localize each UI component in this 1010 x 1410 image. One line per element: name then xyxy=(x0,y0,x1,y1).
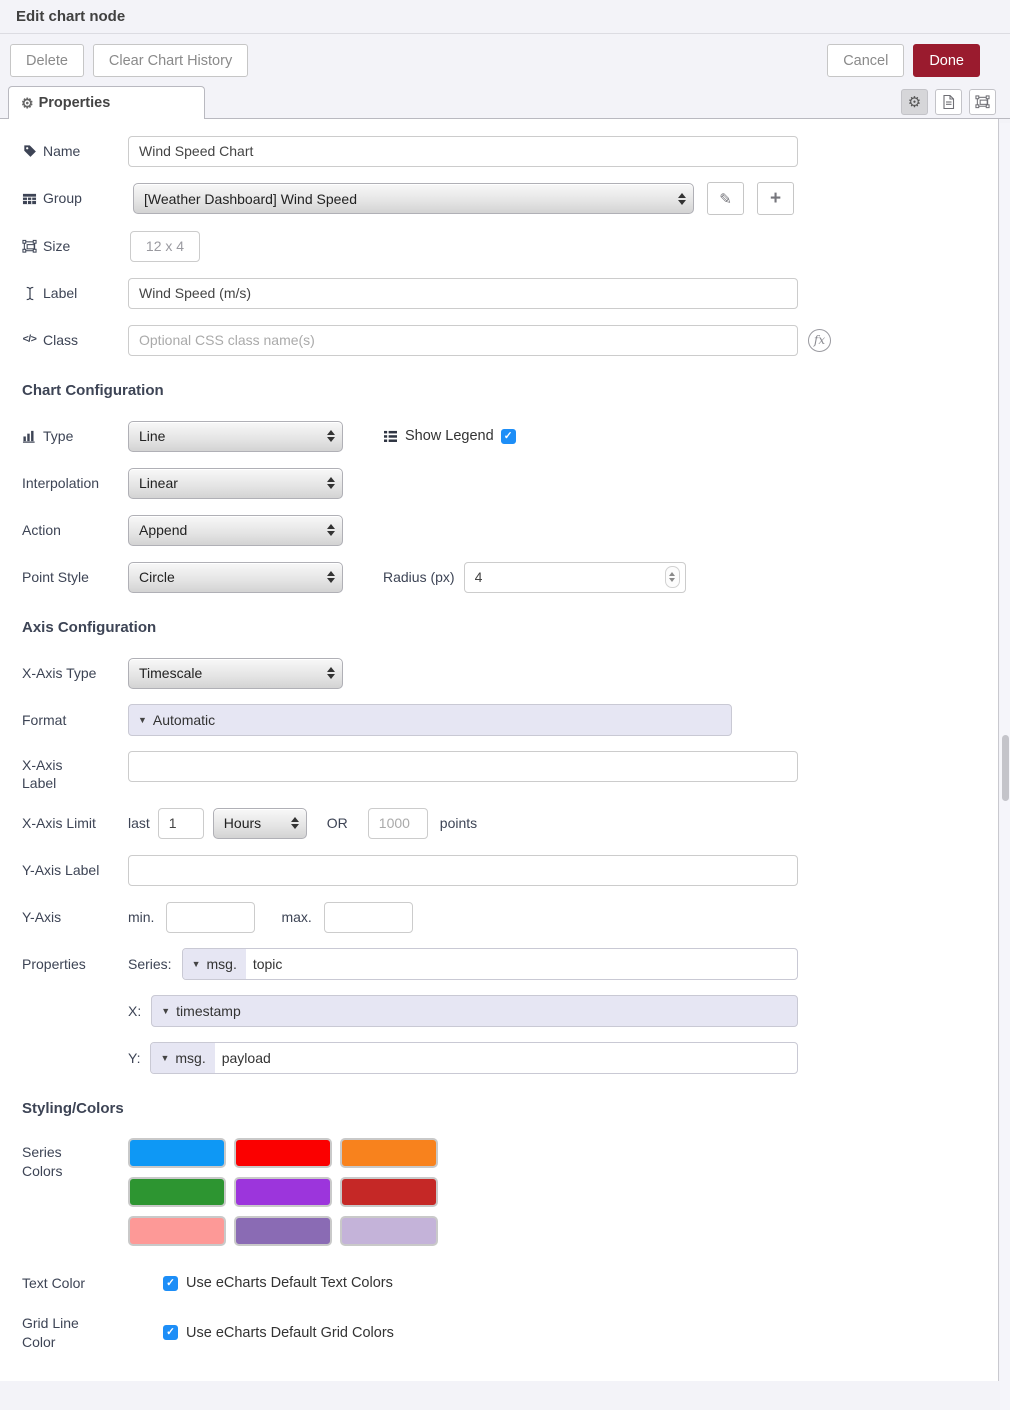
x-property-row xyxy=(22,995,998,1027)
interpolation-select-value: Linear xyxy=(139,475,178,491)
grid-line-color-row xyxy=(22,1314,998,1350)
y-property-label: Y: xyxy=(128,1050,141,1067)
y-axis-minmax-field-row xyxy=(22,901,998,933)
x-axis-limit-unit-value: Hours xyxy=(223,815,262,832)
x-axis-type-select-value: Timescale xyxy=(139,665,203,681)
series-color-swatch-7[interactable] xyxy=(128,1216,226,1246)
radius-input-wrap xyxy=(464,562,686,593)
gear-icon: ⚙ xyxy=(21,94,34,111)
table-icon xyxy=(22,191,37,206)
group-select-value: [Weather Dashboard] Wind Speed xyxy=(144,190,357,207)
series-property-row xyxy=(22,948,998,980)
x-axis-type-label: X-Axis Type xyxy=(22,664,97,681)
tab-properties-label: Properties xyxy=(38,95,111,111)
label-input[interactable] xyxy=(128,278,798,309)
y-axis-max-input[interactable] xyxy=(324,902,413,933)
name-label: Name xyxy=(43,142,81,159)
up-down-arrows-icon xyxy=(678,193,686,205)
x-axis-limit-last-input[interactable] xyxy=(158,808,204,839)
format-label: Format xyxy=(22,711,67,728)
points-label: points xyxy=(439,815,478,832)
format-typed-input[interactable] xyxy=(128,704,732,736)
group-select[interactable] xyxy=(133,183,694,214)
interpolation-field-row xyxy=(22,467,998,499)
caret-down-icon: ▼ xyxy=(160,1053,170,1064)
x-axis-limit-field-row xyxy=(22,807,998,839)
properties-label: Properties xyxy=(22,956,86,973)
document-icon xyxy=(941,95,956,110)
or-label: OR xyxy=(326,815,348,832)
series-color-swatch-9[interactable] xyxy=(340,1216,438,1246)
series-type-value: msg. xyxy=(206,956,237,973)
class-field-row xyxy=(22,324,998,356)
i-cursor-icon xyxy=(22,286,37,301)
text-color-checkbox-label: Use eCharts Default Text Colors xyxy=(186,1275,393,1292)
code-icon: </> xyxy=(22,333,37,346)
point-style-select-value: Circle xyxy=(139,569,175,585)
x-type-button[interactable] xyxy=(152,996,250,1026)
appearance-button[interactable] xyxy=(969,89,996,115)
tab-action-buttons xyxy=(901,89,996,115)
tab-properties[interactable] xyxy=(8,86,205,119)
up-down-arrows-icon xyxy=(291,817,299,829)
object-group-icon xyxy=(22,239,37,254)
action-select[interactable] xyxy=(128,515,343,546)
y-type-value: msg. xyxy=(175,1050,206,1067)
x-axis-limit-unit-select[interactable] xyxy=(213,808,307,839)
group-field-row xyxy=(22,182,998,215)
point-style-select[interactable] xyxy=(128,562,343,593)
type-label: Type xyxy=(43,427,74,444)
x-axis-label-field-row xyxy=(22,751,998,792)
y-axis-label-label: Y-Axis Label xyxy=(22,862,100,879)
x-axis-limit-points-input[interactable] xyxy=(368,808,428,839)
dialog-title: Edit chart node xyxy=(16,8,126,25)
series-type-button[interactable] xyxy=(183,949,246,979)
label-field-row xyxy=(22,277,998,309)
axis-configuration-heading: Axis Configuration xyxy=(22,619,157,636)
y-axis-label-input[interactable] xyxy=(128,855,798,886)
object-group-icon xyxy=(975,95,990,110)
text-color-default-checkbox[interactable] xyxy=(163,1276,178,1291)
type-select[interactable] xyxy=(128,421,343,452)
x-axis-label-label: X-Axis Label xyxy=(22,757,63,792)
caret-down-icon: ▼ xyxy=(161,1006,171,1017)
y-typed-input[interactable] xyxy=(150,1042,798,1074)
action-select-value: Append xyxy=(139,522,188,538)
scrollbar-thumb[interactable] xyxy=(1002,735,1009,801)
size-button[interactable]: 12 x 4 xyxy=(130,231,200,262)
show-legend-checkbox[interactable] xyxy=(501,429,516,444)
radius-label: Radius (px) xyxy=(383,569,455,585)
point-style-field-row xyxy=(22,561,998,593)
x-property-label: X: xyxy=(128,1003,142,1020)
series-color-swatch-4[interactable] xyxy=(128,1177,226,1207)
gear-icon: ⚙ xyxy=(907,94,922,111)
dialog-toolbar xyxy=(0,34,1010,86)
type-select-value: Line xyxy=(139,428,166,444)
radius-input[interactable] xyxy=(464,562,686,593)
series-value-input[interactable] xyxy=(246,949,797,979)
dialog-header xyxy=(0,0,1010,34)
tab-bar xyxy=(0,86,1010,119)
action-field-row xyxy=(22,514,998,546)
bar-chart-icon xyxy=(22,429,37,444)
x-axis-type-field-row xyxy=(22,657,998,689)
name-input[interactable] xyxy=(128,136,798,167)
format-field-row xyxy=(22,704,998,736)
up-down-arrows-icon xyxy=(327,667,335,679)
x-axis-label-input[interactable] xyxy=(128,751,798,782)
up-down-arrows-icon xyxy=(327,477,335,489)
series-typed-input[interactable] xyxy=(182,948,798,980)
up-down-arrows-icon xyxy=(327,571,335,583)
properties-form xyxy=(0,119,999,1381)
series-label: Series: xyxy=(128,956,172,973)
interpolation-select[interactable] xyxy=(128,468,343,499)
y-axis-min-input[interactable] xyxy=(166,902,255,933)
series-color-swatch-3[interactable] xyxy=(340,1138,438,1168)
up-down-arrows-icon xyxy=(327,524,335,536)
series-color-swatch-8[interactable] xyxy=(234,1216,332,1246)
tag-icon xyxy=(22,144,37,159)
chart-configuration-heading: Chart Configuration xyxy=(22,382,164,399)
last-label: last xyxy=(128,815,150,832)
styling-colors-heading: Styling/Colors xyxy=(22,1100,124,1118)
interpolation-label: Interpolation xyxy=(22,474,100,491)
caret-down-icon: ▼ xyxy=(191,959,201,970)
edit-group-button[interactable] xyxy=(707,182,744,215)
series-color-swatch-5[interactable] xyxy=(234,1177,332,1207)
list-icon xyxy=(383,429,398,444)
series-colors-row xyxy=(22,1138,998,1246)
class-label: Class xyxy=(43,331,79,348)
name-field-row xyxy=(22,135,998,167)
show-legend-label: Show Legend xyxy=(405,428,494,444)
y-property-row xyxy=(22,1042,998,1074)
pencil-icon: ✎ xyxy=(719,190,732,208)
text-color-row xyxy=(22,1267,998,1299)
series-color-swatch-1[interactable] xyxy=(128,1138,226,1168)
show-legend-group xyxy=(383,428,516,444)
y-axis-label: Y-Axis xyxy=(22,909,62,926)
series-color-swatch-6[interactable] xyxy=(340,1177,438,1207)
x-axis-type-select[interactable] xyxy=(128,658,343,689)
caret-down-icon: ▼ xyxy=(138,715,147,725)
x-type-value: timestamp xyxy=(176,1003,241,1020)
up-down-arrows-icon xyxy=(327,430,335,442)
y-type-button[interactable] xyxy=(151,1043,214,1073)
add-group-button[interactable] xyxy=(757,182,794,215)
grid-color-default-checkbox[interactable] xyxy=(163,1325,178,1340)
group-label: Group xyxy=(43,190,82,207)
class-input[interactable] xyxy=(128,325,798,356)
delete-button[interactable]: Delete xyxy=(10,44,84,77)
grid-color-checkbox-label: Use eCharts Default Grid Colors xyxy=(186,1324,394,1341)
description-button[interactable] xyxy=(935,89,962,115)
x-typed-input[interactable] xyxy=(151,995,798,1027)
point-style-label: Point Style xyxy=(22,568,89,585)
size-field-row xyxy=(22,230,998,262)
grid-line-color-label: Grid Line Color xyxy=(22,1315,79,1350)
label-label: Label xyxy=(43,284,78,301)
number-spinner[interactable] xyxy=(665,566,680,588)
y-axis-max-label: max. xyxy=(281,909,312,926)
fx-icon: fx xyxy=(808,329,831,352)
plus-icon: + xyxy=(769,187,782,209)
text-color-label: Text Color xyxy=(22,1275,86,1292)
y-axis-min-label: min. xyxy=(128,909,155,926)
action-label: Action xyxy=(22,521,61,538)
size-label: Size xyxy=(43,237,71,254)
format-value: Automatic xyxy=(152,712,216,728)
properties-view-button[interactable] xyxy=(901,89,928,115)
cancel-button[interactable]: Cancel xyxy=(827,44,904,77)
x-axis-limit-label: X-Axis Limit xyxy=(22,815,96,832)
y-axis-label-field-row xyxy=(22,854,998,886)
y-value-input[interactable] xyxy=(215,1043,797,1073)
format-type-button[interactable] xyxy=(129,705,224,735)
series-colors-label: Series Colors xyxy=(22,1144,63,1179)
type-field-row xyxy=(22,420,998,452)
series-color-swatch-2[interactable] xyxy=(234,1138,332,1168)
series-colors-grid xyxy=(128,1138,438,1246)
done-button[interactable]: Done xyxy=(913,44,980,77)
clear-chart-history-button[interactable]: Clear Chart History xyxy=(93,44,248,77)
